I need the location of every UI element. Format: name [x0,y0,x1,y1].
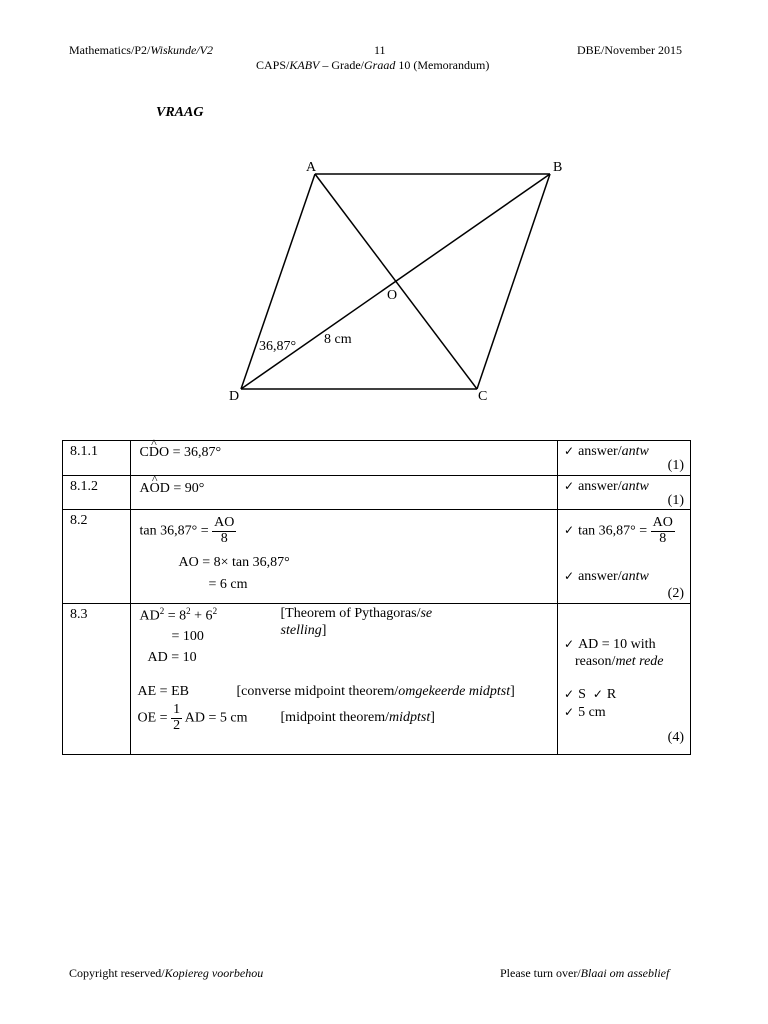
mark-step: ✓ AD = 10 with [564,637,656,653]
table-row [63,476,691,510]
length-label: 8 cm [324,332,352,347]
vertex-label-o: O [387,288,398,303]
header-date: DBE/November 2015 [577,43,682,57]
parallelogram-diagram [0,0,768,420]
mark-step: ✓ S ✓ R [564,687,616,703]
answer-line: OE = $\frac{1}{2}$ AD = 5 cm [137,702,248,733]
answer-line: AD = 10 [147,650,197,665]
footer-copyright: Copyright reserved/Kopiereg voorbehou [69,966,264,980]
vertex-label-b: B [553,160,563,175]
memo-table [62,440,691,755]
mark-answer: ✓ answer/antw [564,569,649,585]
reason-text: [Theorem of Pythagoras/se [280,606,433,621]
answer-line: = 100 [171,629,204,644]
question-number: 8.2 [63,510,131,604]
answer-line: = 6 cm [208,577,248,592]
mark-answer: ✓ answer/antw [564,479,649,495]
table-row [63,441,691,476]
side-da [241,174,315,389]
reason-text: [converse midpoint theorem/omgekeerde midptst] [236,684,515,699]
answer-line: tan 36,87° = $\frac{AO}{8}$ [139,515,235,546]
question-title: VRAAG [156,105,204,120]
question-number: 8.1.1 [63,441,131,476]
angle-label: 36,87° [259,339,297,354]
vertex-label-d: D [229,389,240,404]
marks-total: (1) [667,493,684,508]
marks-total: (1) [667,458,684,473]
table-row [63,510,691,604]
vertex-label-c: C [478,389,488,404]
question-number: 8.3 [63,604,131,755]
answer-line: AO = 8× tan 36,87° [178,555,290,570]
header-subject: Mathematics/P2/Wiskunde/V2 [69,43,213,57]
table-row [63,604,691,755]
mark-answer: ✓ answer/antw [564,444,649,460]
marks-total: (2) [667,586,684,601]
diagonal-db [241,174,550,389]
header-subtitle: CAPS/KABV – Grade/Graad 10 (Memorandum) [256,58,490,72]
reason-text: [midpoint theorem/midptst] [280,710,435,725]
answer-line: $AD^2 = 8^2 + 6^2$ [139,606,218,624]
mark-answer: ✓ 5 cm [564,705,606,721]
mark-step: ✓ tan 36,87° = $\frac{AO}{8}$ [564,516,675,546]
reason-text: stelling] [280,623,327,638]
side-bc [477,174,550,389]
vertex-label-a: A [306,160,317,175]
answer-line: AE = EB [137,684,189,699]
footer-turn-over: Please turn over/Blaai om asseblief [500,966,670,980]
question-number: 8.1.2 [63,476,131,510]
answer-line: A^ OD = 90° [140,481,205,497]
mark-step: reason/met rede [575,654,664,669]
page-number: 11 [374,43,386,57]
marks-total: (4) [667,730,684,745]
answer-line: C^ DO = 36,87° [140,445,222,461]
